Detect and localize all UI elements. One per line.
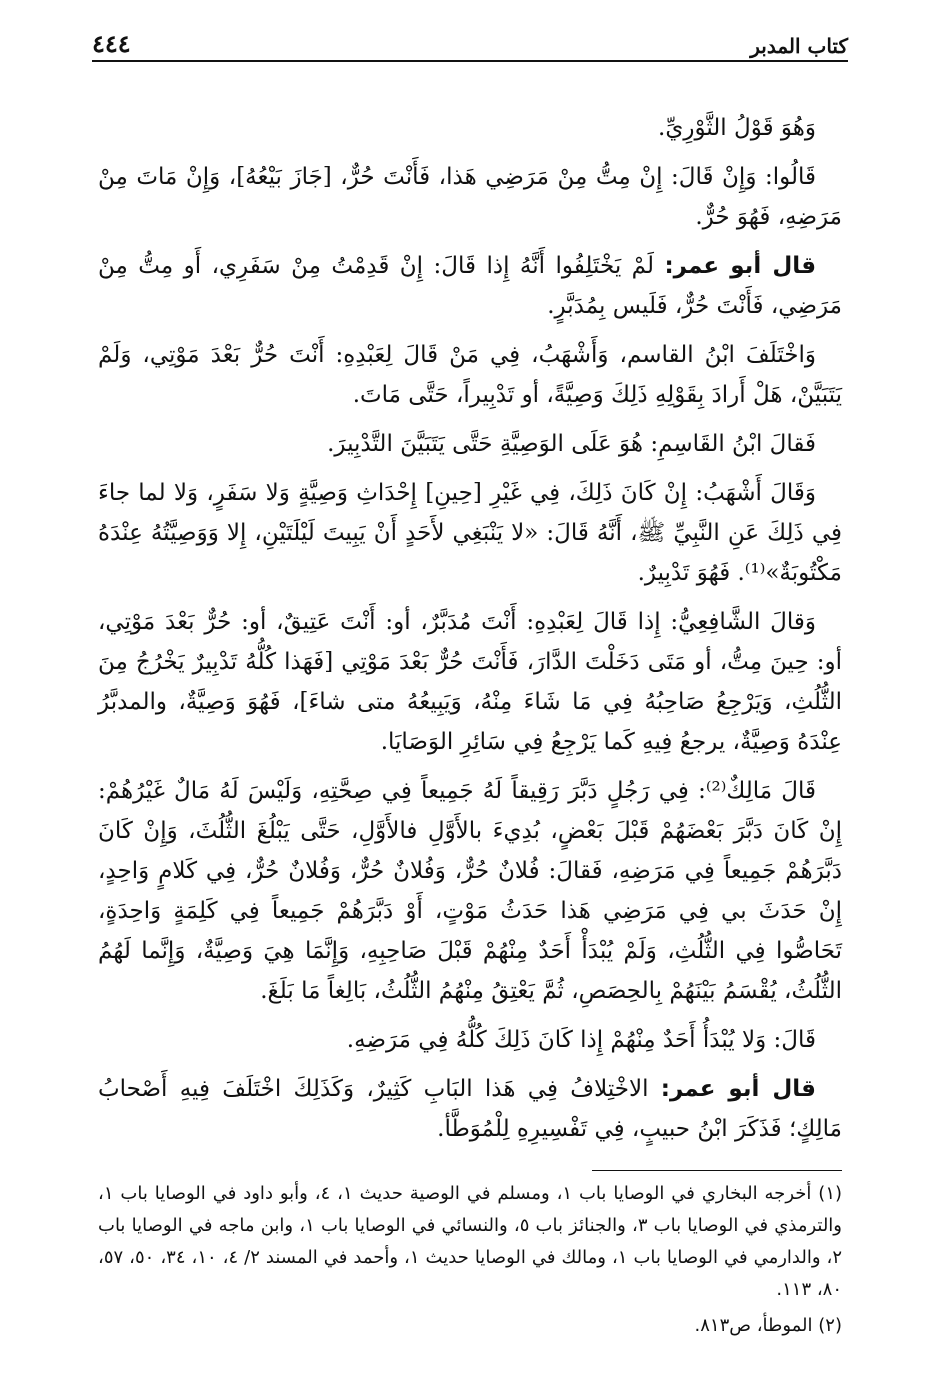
speaker-label: قال أبو عمر: <box>660 1076 816 1102</box>
speaker-label: قال أبو عمر: <box>664 253 817 279</box>
paragraph-text: الاخْتِلافُ فِي هَذا البَابِ كَثِيرٌ، وَكَذَلِكَ اخْتَلَفَ فِيهِ أَصْحابُ مَالِكٍ؛ فَذَكَرَ ابْنُ حبيبٍ، فِي تَفْسِيرِهِ لِلْمُوَطَّأ. <box>98 1076 842 1142</box>
paragraph <box>98 1069 842 1149</box>
paragraph-text: قَالَ: وَلا يُبْدَأُ أَحَدٌ مِنْهُمْ إِذا كَانَ ذَلِكَ كُلُّهُ فِي مَرَضِهِ. <box>346 1027 816 1053</box>
paragraph <box>98 473 842 593</box>
footnote-separator <box>592 1170 842 1171</box>
paragraph-text: قَالُوا: وَإِنْ قَالَ: إِنْ مِتُّ مِنْ مَرَضِي هَذا، فَأَنْتَ حُرٌّ، [جَازَ بَيْعُهُ]، وَإِنْ مَاتَ مِنْ مَرَضِهِ، فَهُوَ حُرٌّ. <box>98 164 842 230</box>
paragraph-text: وَقالَ الشَّافِعِيُّ: إِذا قَالَ لِعَبْدِهِ: أَنْتَ مُدَبَّرٌ، أو: أَنْتَ عَتِيقٌ، أو: حُرٌّ بَعْدَ مَوْتِي، أو: حِينَ مِتُّ، أو مَتَى دَخَلْتَ الدَّارَ، فَأَنْتَ حُرٌّ بَعْدَ مَوْتِي [فَهَذا كُلُّهُ تَدْبِيرٌ يَخْرُجُ مِنَ الثُّلُثِ، وَيَرْجِعُ صَاحِبُهُ فِي مَا شَاءَ مِنْهُ، وَيَبِيعُهُ متى شاءَ]، فَهُوَ وَصِيَّةٌ، والمدبَّرُ عِنْدَهُ وَصِيَّةٌ، يرجعُ فِيهِ كَما يَرْجِعُ فِي سَائِرِ الوَصَايَا. <box>98 609 842 755</box>
paragraph <box>98 335 842 415</box>
footnote: (١) أخرجه البخاري في الوصايا باب ١، ومسلم في الوصية حديث ١، ٤، وأبو داود في الوصايا باب ١، والترمذي في الوصايا باب ٣، والجنائز باب ٥، والنسائي في الوصايا باب ١، وابن ماجه في الوصايا باب ٢، والدارمي في الوصايا باب ١، ومالك في الوصايا حديث ١، وأحمد في المسند ٢/ ٤، ١٠، ٣٤، ٥٠، ٥٧، ٨٠، ١١٣. <box>98 1183 843 1300</box>
running-head <box>92 28 848 58</box>
paragraph <box>98 108 842 148</box>
paragraph-text: فَقالَ ابْنُ القَاسِمِ: هُوَ عَلَى الوَصِيَّةِ حَتَّى يَتَبَيَّنَ التَّدْبِيرَ. <box>327 431 816 457</box>
paragraph <box>98 1020 842 1060</box>
paragraph <box>98 602 842 762</box>
paragraph <box>98 424 842 464</box>
paragraph <box>98 771 842 1011</box>
page-number: ٤٤٤ <box>92 29 131 58</box>
paragraph-text: وَقَالَ أَشْهَبُ: إِنْ كَانَ ذَلِكَ، فِي غَيْرِ [حِينِ] إِحْدَاثِ وَصِيَّةٍ وَلا سَفَرٍ، وَلا لما جاءَ فِي ذَلِكَ عَنِ النَّبِيِّ ﷺ، أَنَّهُ قَالَ: «لا يَنْبَغِي لأَحَدٍ أَنْ يَبِيتَ لَيْلَتَيْنِ، إِلا وَوَصِيَّتُهُ عِنْدَهُ مَكْتُوبَةٌ»⁽¹⁾. فَهُوَ تَدْبِيرٌ. <box>98 480 842 586</box>
paragraph-text: وَاخْتَلَفَ ابْنُ القاسم، وَأَشْهَبُ، فِي مَنْ قَالَ لِعَبْدِهِ: أَنْتَ حُرٌّ بَعْدَ مَوْتِي، وَلَمْ يَتَبَيَّنْ، هَلْ أَرادَ بِقَوْلِهِ ذَلِكَ وَصِيَّةً، أو تَدْبِيراً، حَتَّى مَاتَ. <box>98 342 842 408</box>
footnote: (٢) الموطأ، ص٨١٣. <box>694 1315 842 1336</box>
paragraph <box>98 246 842 326</box>
main-text <box>98 108 842 1158</box>
footnotes <box>98 1178 842 1346</box>
paragraph-text: وَهُوَ قَوْلُ الثَّوْرِيِّ. <box>658 115 816 141</box>
paragraph-text: لَمْ يَخْتَلِفُوا أَنَّهُ إِذا قَالَ: إِنْ قَدِمْتُ مِنْ سَفَرِي، أَو مِتُّ مِنْ مَرَضِي، فَأَنْتَ حُرٌّ، فَلَيس بِمُدَبَّرٍ. <box>98 253 842 319</box>
book-title: كتاب المدبر <box>750 34 848 58</box>
paragraph <box>98 157 842 237</box>
header-rule <box>92 60 848 62</box>
paragraph-text: قَالَ مَالِكٌ⁽²⁾: فِي رَجُلٍ دَبَّرَ رَقِيقاً لَهُ جَمِيعاً فِي صِحَّتِهِ، وَلَيْسَ لَهُ مَالٌ غَيْرُهُمْ: إِنْ كَانَ دَبَّرَ بَعْضَهُمْ قَبْلَ بَعْضٍ، بُدِيءَ بالأَوَّلِ فالأَوَّلِ، حَتَّى يَبْلُغَ الثُّلُثَ، وَإِنْ كَانَ دَبَّرَهُمْ جَمِيعاً فِي مَرَضِهِ، فَقالَ: فُلانٌ حُرٌّ، وَفُلانٌ حُرٌّ، وَفُلانٌ حُرٌّ، فِي كَلامٍ وَاحِدٍ، إِنْ حَدَثَ بي فِي مَرَضِي هَذا حَدَثُ مَوْتٍ، أَوْ دَبَّرَهُمْ جَمِيعاً فِي كَلِمَةٍ وَاحِدَةٍ، تَحَاصُّوا فِي الثُّلُثِ، وَلَمْ يُبْدَأْ أَحَدٌ مِنْهُمْ قَبْلَ صَاحِبِهِ، وَإِنَّمَا هِيَ وَصِيَّةٌ، وَإِنَّما لَهُمُ الثُّلُثُ، يُقْسَمُ بَيْنَهُمْ بِالحِصَصِ، ثُمَّ يَعْتِقُ مِنْهُمُ الثُّلُثُ، بَالِغاً مَا بَلَغَ. <box>98 778 842 1004</box>
